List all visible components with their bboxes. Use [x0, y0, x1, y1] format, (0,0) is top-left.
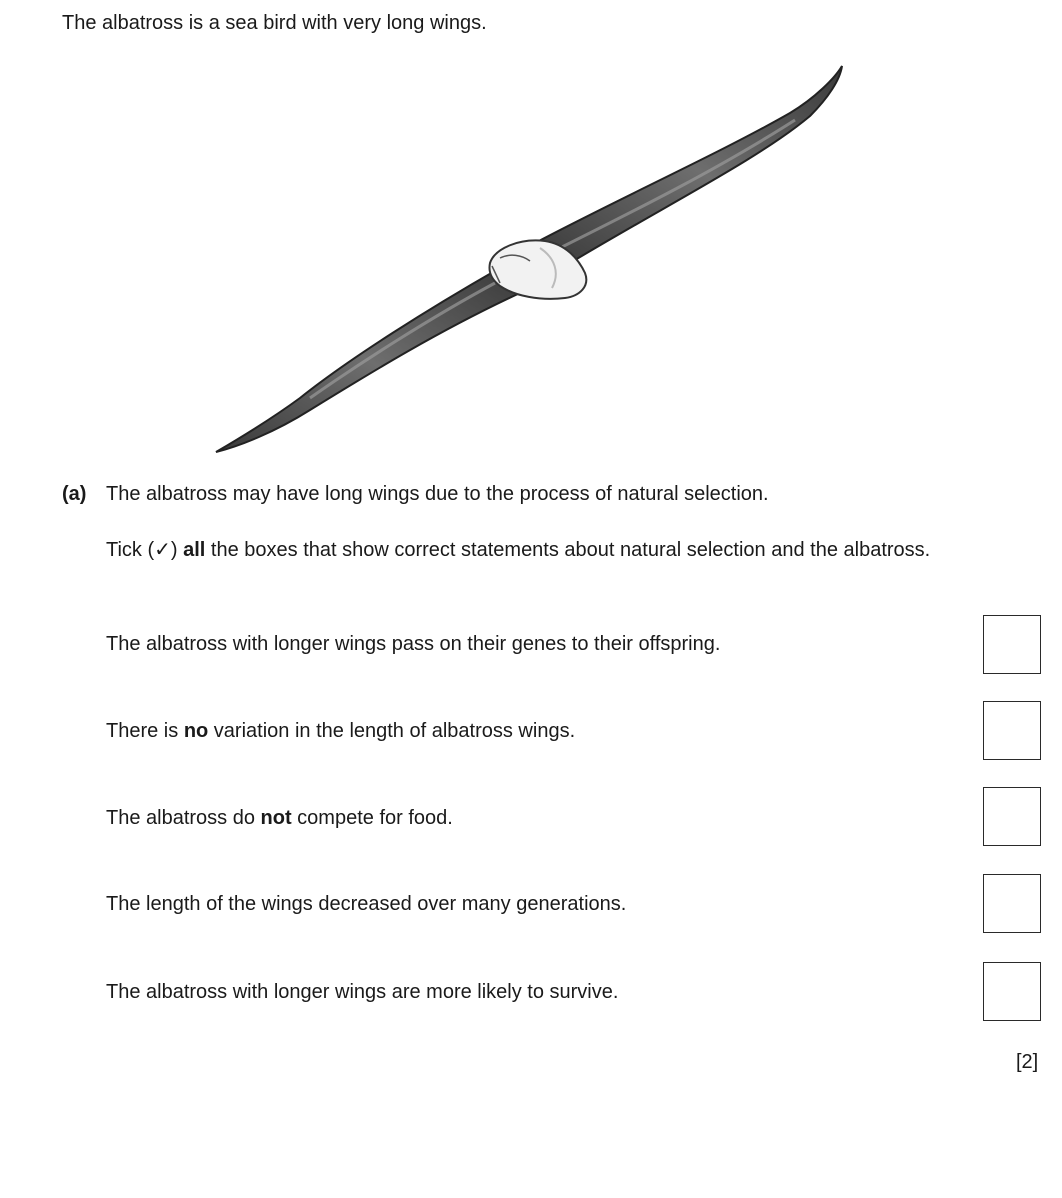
marks-label: [2]: [1016, 1051, 1039, 1073]
tick-box-3[interactable]: [983, 787, 1041, 846]
statement-5: The albatross with longer wings are more likely to survive.: [106, 981, 619, 1003]
intro-text: The albatross is a sea bird with very long wings.: [62, 12, 487, 34]
question-text: The albatross may have long wings due to the process of natural selection.: [106, 483, 769, 505]
statement-4: The length of the wings decreased over many generations.: [106, 893, 627, 915]
albatross-illustration: [200, 58, 860, 468]
right-wing: [535, 66, 842, 263]
statement-2: There is no variation in the length of albatross wings.: [106, 720, 576, 742]
tick-box-1[interactable]: [983, 615, 1041, 674]
statement-1: The albatross with longer wings pass on their genes to their offspring.: [106, 633, 721, 655]
statement-3: The albatross do not compete for food.: [106, 807, 453, 829]
tick-box-2[interactable]: [983, 701, 1041, 760]
instruction-text: Tick (✓) all the boxes that show correct statements about natural selection and the albatross.: [106, 539, 931, 561]
part-label: (a): [62, 483, 87, 505]
tick-box-4[interactable]: [983, 874, 1041, 933]
tick-box-5[interactable]: [983, 962, 1041, 1021]
